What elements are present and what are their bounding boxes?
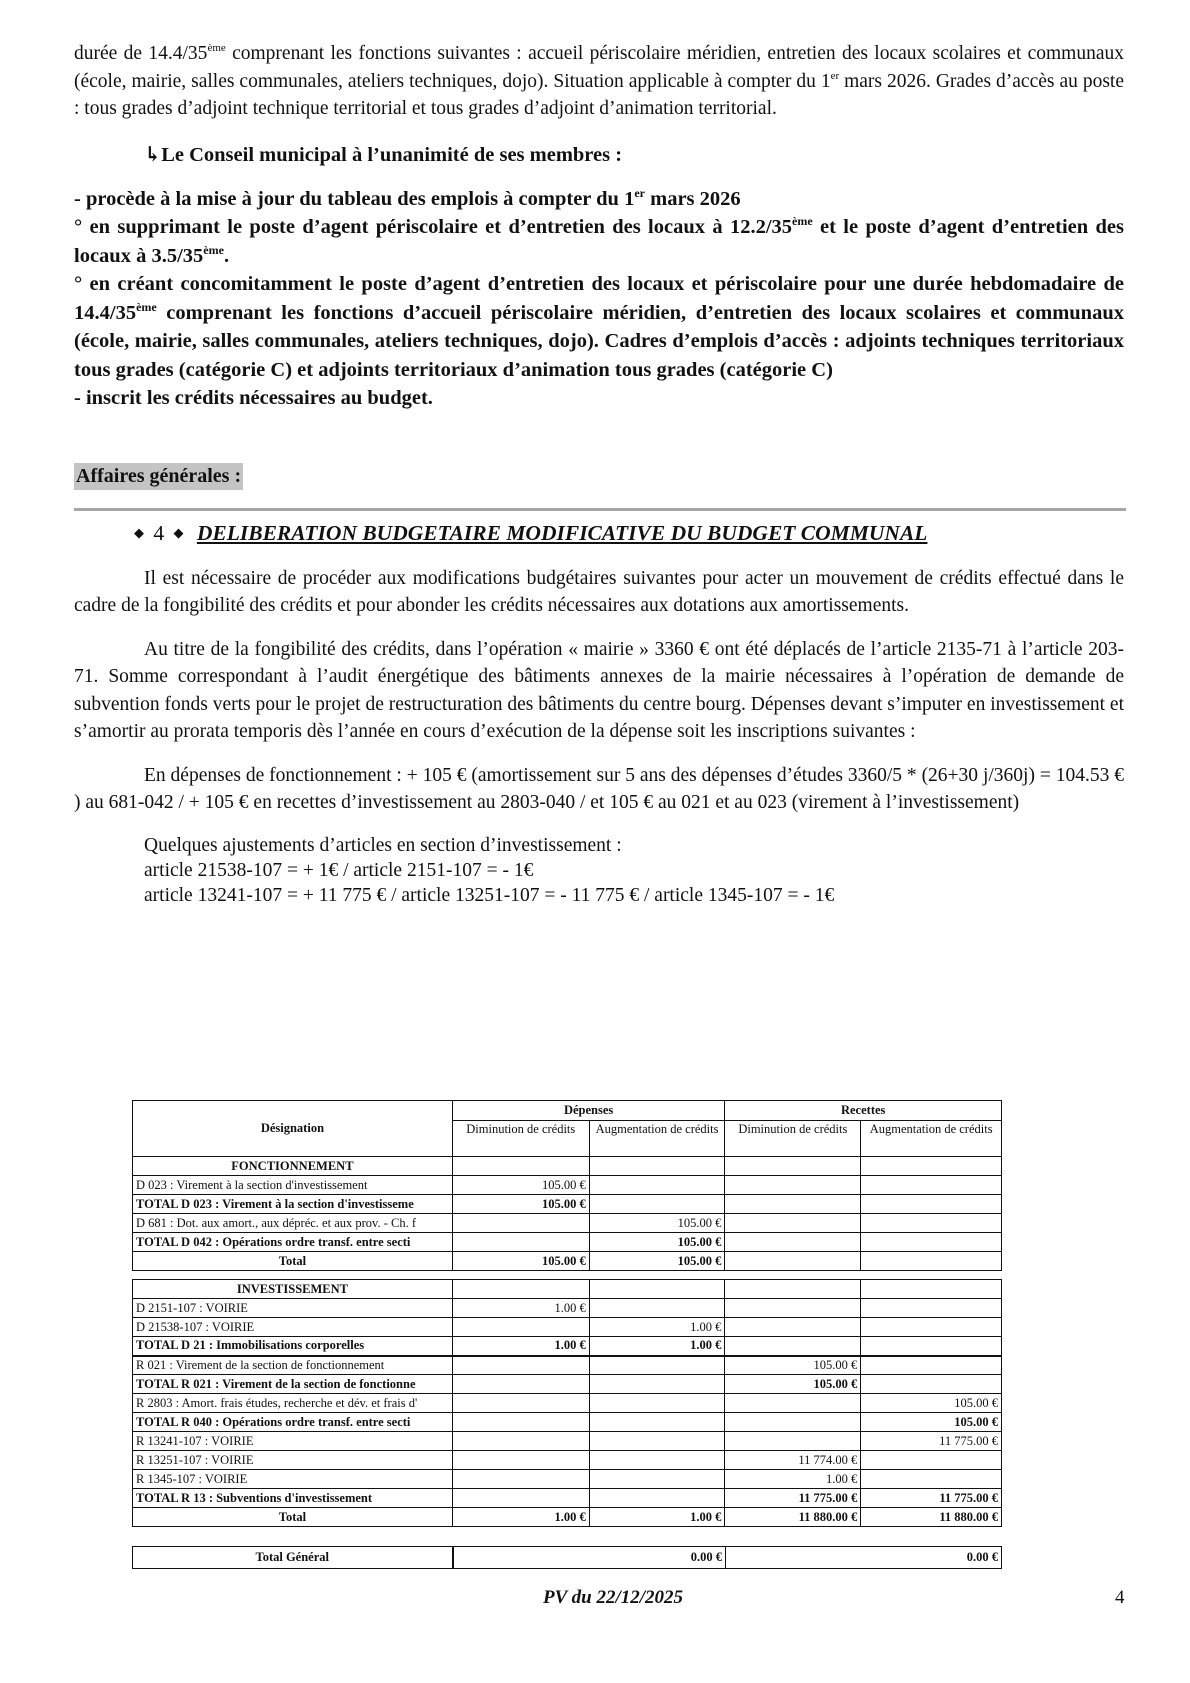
cell-rec-aug: 105.00 €: [861, 1413, 1002, 1432]
cell-rec-dim: [725, 1214, 861, 1233]
table-row: [133, 1394, 1002, 1413]
cell-rec-aug: [861, 1375, 1002, 1394]
grand-total-row: [133, 1547, 1002, 1569]
cell-dep-dim: [452, 1356, 589, 1375]
cell-dep-aug: 1.00 €: [589, 1337, 725, 1356]
adjustments-line-2: article 13241-107 = + 11 775 € / article 13251-107 = - 11 775 € / article 1345-107 = - 1€: [144, 884, 835, 906]
table-row: [133, 1195, 1002, 1214]
intro-paragraph: durée de 14.4/35ème comprenant les fonctions suivantes : accueil périscolaire méridien, entretien des locaux scolaires et communaux (école, mairie, salles communales, ateliers techniques, dojo). Situation applicable à compter du 1er mars 2026. Grades d’accès au poste : tous grades d’adjoint technique territorial et tous grades d’adjoint d’animation territorial.: [74, 42, 1124, 119]
cell-rec-dim: 105.00 €: [725, 1375, 861, 1394]
grand-total-table: [132, 1546, 1002, 1569]
paragraph-intro: Il est nécessaire de procéder aux modifications budgétaires suivantes pour acter un mouvement de crédits effectué dans le cadre de la fongibilité des crédits et pour abonder les crédits nécessaires aux dotations aux amortissements.: [74, 567, 1124, 616]
header-recettes: Recettes: [725, 1101, 1002, 1121]
total-row: [133, 1252, 1002, 1271]
diamond-icon: ◆: [173, 524, 184, 540]
header-designation: Désignation: [133, 1101, 453, 1157]
cell-rec-dim: 105.00 €: [725, 1356, 861, 1375]
cell-rec-aug: [861, 1299, 1002, 1318]
header-dep-diminution: Diminution de crédits: [452, 1121, 589, 1157]
row-label: D 681 : Dot. aux amort., aux dépréc. et aux prov. - Ch. f: [133, 1214, 453, 1233]
section-label: Affaires générales :: [74, 463, 243, 490]
cell-rec-dim: 11 774.00 €: [725, 1451, 861, 1470]
paragraph-fongibilite: Au titre de la fongibilité des crédits, dans l’opération « mairie » 3360 € ont été déplacés de l’article 2135-71 à l’article 203-71. Somme correspondant à l’audit énergétique des bâtiments annexes de la mairie nécessaires à l’opération de demande de subvention fonds verts pour le projet de restructuration des bâtiments du centre bourg. Dépenses devant s’imputer en investissement et s’amortir au prorata temporis dès l’année en cours d’exécution de la dépense soit les inscriptions suivantes :: [74, 638, 1124, 742]
spacer-row: [133, 1271, 1002, 1280]
page-footer: [0, 1587, 1190, 1617]
row-label: TOTAL D 21 : Immobilisations corporelles: [133, 1337, 453, 1356]
table-row: [133, 1318, 1002, 1337]
page-number: 4: [1115, 1587, 1125, 1608]
cell-rec-aug: [861, 1337, 1002, 1356]
cell-dep-dim: [452, 1432, 589, 1451]
adjustments-line-1: article 21538-107 = + 1€ / article 2151-107 = - 1€: [144, 859, 534, 881]
cell-rec-aug: [861, 1176, 1002, 1195]
cell-rec-aug: [861, 1356, 1002, 1375]
adjustments-title: Quelques ajustements d’articles en section d’investissement :: [144, 834, 622, 856]
header-depenses: Dépenses: [452, 1101, 725, 1121]
row-label: R 021 : Virement de la section de fonctionnement: [133, 1356, 453, 1375]
cell-rec-aug: [861, 1195, 1002, 1214]
paragraph-fonctionnement: En dépenses de fonctionnement : + 105 € (amortissement sur 5 ans des dépenses d’études 3360/5 * (26+30 j/360j) = 104.53 € ) au 681-042 / + 105 € en recettes d’investissement au 2803-040 / et 105 € au 021 et au 023 (virement à l’investissement): [74, 764, 1124, 813]
table-row: [133, 1176, 1002, 1195]
cell-rec-aug: [861, 1233, 1002, 1252]
decision-heading: ↳Le Conseil municipal à l’unanimité de ses membres :: [144, 143, 623, 166]
cell-dep-dim: [452, 1489, 589, 1508]
cell-dep-dim: [452, 1413, 589, 1432]
cell-dep-dim: 1.00 €: [452, 1299, 589, 1318]
row-label: R 13241-107 : VOIRIE: [133, 1432, 453, 1451]
cell-dep-dim: [452, 1451, 589, 1470]
row-label: D 21538-107 : VOIRIE: [133, 1318, 453, 1337]
grand-total-recettes: 0.00 €: [726, 1547, 1002, 1569]
cell-dep-dim: [452, 1375, 589, 1394]
cell-dep-aug: [589, 1356, 725, 1375]
cell-dep-dim: 1.00 €: [452, 1508, 589, 1527]
row-label: TOTAL R 13 : Subventions d'investissement: [133, 1489, 453, 1508]
cell-dep-aug: [589, 1470, 725, 1489]
horizontal-divider: [74, 508, 1126, 511]
cell-dep-aug: [589, 1375, 725, 1394]
cell-rec-aug: 11 880.00 €: [861, 1508, 1002, 1527]
row-label: TOTAL D 042 : Opérations ordre transf. entre secti: [133, 1233, 453, 1252]
cell-dep-dim: [452, 1318, 589, 1337]
cell-rec-dim: [725, 1318, 861, 1337]
cell-dep-aug: [589, 1394, 725, 1413]
table-row: [133, 1489, 1002, 1508]
cell-rec-dim: 11 880.00 €: [725, 1508, 861, 1527]
item-title: [74, 518, 1124, 548]
header-rec-diminution: Diminution de crédits: [725, 1121, 861, 1157]
cell-dep-aug: [589, 1451, 725, 1470]
row-label: R 1345-107 : VOIRIE: [133, 1470, 453, 1489]
decision-body: [74, 185, 1124, 413]
cell-rec-dim: [725, 1233, 861, 1252]
total-row: [133, 1508, 1002, 1527]
row-label: D 2151-107 : VOIRIE: [133, 1299, 453, 1318]
decision-point-3: ° en créant concomitamment le poste d’agent d’entretien des locaux et périscolaire pour une durée hebdomadaire de 14.4/35ème comprenant les fonctions d’accueil périscolaire méridien, d’entretien des locaux scolaires et communaux (école, mairie, salles communales, ateliers techniques, dojo). Cadres d’emplois d’accès : adjoints techniques territoriaux tous grades (catégorie C) et adjoints territoriaux d’animation tous grades (catégorie C): [74, 273, 1124, 381]
decision-point-4: - inscrit les crédits nécessaires au budget.: [74, 387, 433, 409]
cell-dep-dim: [452, 1470, 589, 1489]
cell-dep-dim: [452, 1394, 589, 1413]
cell-rec-aug: [861, 1470, 1002, 1489]
header-dep-augmentation: Augmentation de crédits: [589, 1121, 725, 1157]
row-label: R 13251-107 : VOIRIE: [133, 1451, 453, 1470]
cell-rec-dim: [725, 1299, 861, 1318]
cell-rec-aug: 105.00 €: [861, 1394, 1002, 1413]
cell-dep-aug: [589, 1489, 725, 1508]
table-row: [133, 1451, 1002, 1470]
grand-total-label: Total Général: [133, 1547, 453, 1569]
row-label: Total: [133, 1252, 453, 1271]
cell-rec-dim: [725, 1432, 861, 1451]
cell-rec-aug: 11 775.00 €: [861, 1432, 1002, 1451]
cell-rec-dim: 11 775.00 €: [725, 1489, 861, 1508]
arrow-icon: ↳: [144, 143, 162, 166]
cell-rec-dim: [725, 1195, 861, 1214]
table-row: [133, 1432, 1002, 1451]
cell-dep-aug: [589, 1413, 725, 1432]
row-label: R 2803 : Amort. frais études, recherche et dév. et frais d': [133, 1394, 453, 1413]
section-row-fonctionnement: FONCTIONNEMENT: [133, 1157, 1002, 1176]
table-row: [133, 1470, 1002, 1489]
cell-dep-dim: 105.00 €: [452, 1252, 589, 1271]
cell-dep-dim: [452, 1233, 589, 1252]
cell-rec-dim: [725, 1176, 861, 1195]
row-label: TOTAL R 040 : Opérations ordre transf. entre secti: [133, 1413, 453, 1432]
cell-rec-aug: [861, 1252, 1002, 1271]
cell-dep-aug: [589, 1195, 725, 1214]
cell-dep-aug: 105.00 €: [589, 1252, 725, 1271]
cell-rec-aug: [861, 1318, 1002, 1337]
diamond-icon: ◆: [134, 524, 144, 540]
cell-dep-dim: [452, 1214, 589, 1233]
header-rec-augmentation: Augmentation de crédits: [861, 1121, 1002, 1157]
cell-rec-dim: [725, 1394, 861, 1413]
cell-rec-dim: [725, 1337, 861, 1356]
row-label: Total: [133, 1508, 453, 1527]
cell-dep-aug: [589, 1432, 725, 1451]
table-row: [133, 1375, 1002, 1394]
grand-total-depenses: 0.00 €: [453, 1547, 726, 1569]
document-page: [74, 40, 1124, 908]
cell-dep-aug: 1.00 €: [589, 1318, 725, 1337]
cell-rec-dim: [725, 1252, 861, 1271]
item-number: 4: [153, 520, 165, 545]
cell-dep-dim: 105.00 €: [452, 1195, 589, 1214]
budget-table: [132, 1100, 1002, 1527]
row-label: TOTAL D 023 : Virement à la section d'investisseme: [133, 1195, 453, 1214]
table-row: [133, 1356, 1002, 1375]
cell-dep-dim: 1.00 €: [452, 1337, 589, 1356]
table-row: [133, 1413, 1002, 1432]
section-row-investissement: INVESTISSEMENT: [133, 1280, 1002, 1299]
adjustments-block: [74, 833, 1124, 908]
cell-rec-aug: [861, 1214, 1002, 1233]
decision-point-2: ° en supprimant le poste d’agent périscolaire et d’entretien des locaux à 12.2/35ème et le poste d’agent d’entretien des locaux à 3.5/35ème.: [74, 214, 1124, 267]
table-row: [133, 1214, 1002, 1233]
cell-rec-dim: [725, 1413, 861, 1432]
cell-rec-dim: 1.00 €: [725, 1470, 861, 1489]
cell-rec-aug: 11 775.00 €: [861, 1489, 1002, 1508]
item-heading: DELIBERATION BUDGETAIRE MODIFICATIVE DU BUDGET COMMUNAL: [196, 520, 928, 545]
cell-dep-aug: 105.00 €: [589, 1233, 725, 1252]
table-row: [133, 1337, 1002, 1356]
cell-dep-aug: 1.00 €: [589, 1508, 725, 1527]
cell-dep-aug: [589, 1176, 725, 1195]
footer-pv-date: PV du 22/12/2025: [543, 1587, 684, 1608]
cell-dep-dim: 105.00 €: [452, 1176, 589, 1195]
decision-point-1: - procède à la mise à jour du tableau des emplois à compter du 1er mars 2026: [74, 185, 741, 210]
cell-dep-aug: 105.00 €: [589, 1214, 725, 1233]
cell-dep-aug: [589, 1299, 725, 1318]
row-label: TOTAL R 021 : Virement de la section de fonctionne: [133, 1375, 453, 1394]
row-label: D 023 : Virement à la section d'investissement: [133, 1176, 453, 1195]
table-row: [133, 1233, 1002, 1252]
table-row: [133, 1299, 1002, 1318]
cell-rec-aug: [861, 1451, 1002, 1470]
